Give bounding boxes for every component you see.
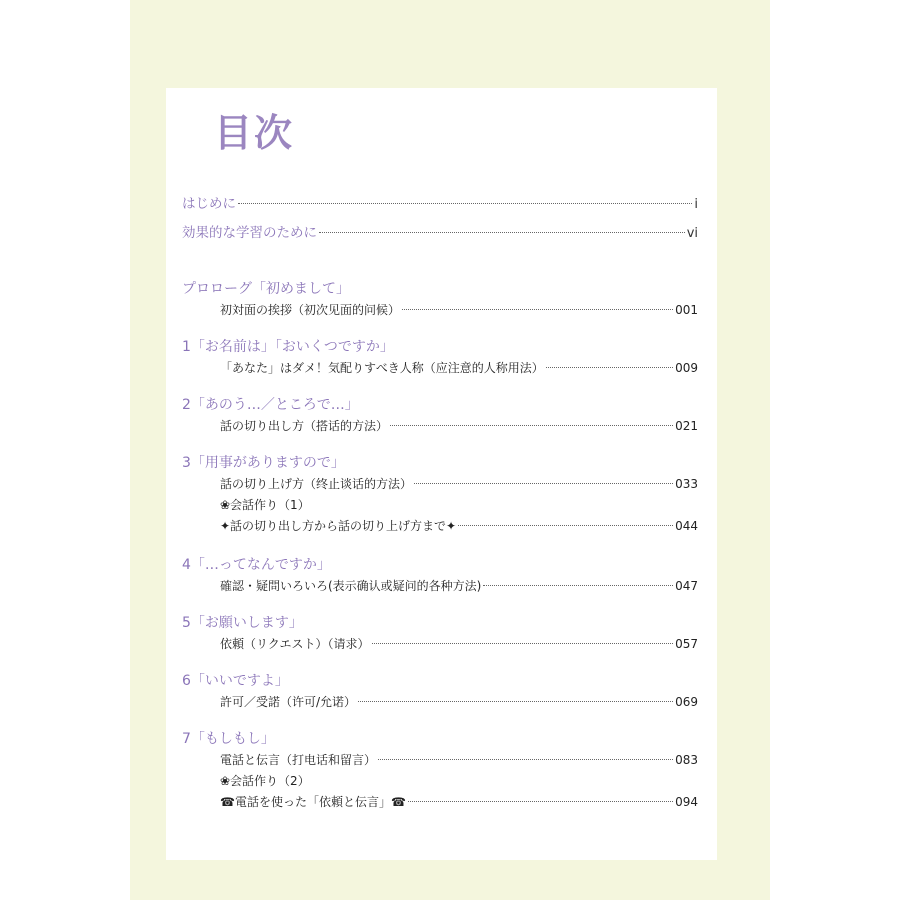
toc-page-number: vi (686, 226, 698, 241)
toc-entry[interactable] (220, 751, 698, 768)
chapter-heading[interactable]: 4「…ってなんですか」 (182, 557, 331, 573)
toc-label: 依頼（リクエスト）（请求） (220, 637, 370, 651)
toc-entry[interactable] (220, 772, 698, 789)
toc-entry[interactable] (220, 475, 698, 492)
dot-leader (414, 483, 673, 484)
toc-entry[interactable] (220, 693, 698, 710)
toc-intro-row[interactable] (182, 221, 698, 241)
toc-label: 効果的な学習のために (182, 225, 317, 241)
dot-leader (378, 759, 673, 760)
toc-label: ✦話の切り出し方から話の切り上げ方まで✦ (220, 519, 457, 533)
toc-entry[interactable] (220, 359, 698, 376)
dot-leader (358, 701, 673, 702)
toc-label: 「あなた」はダメ！気配りすべき人称（应注意的人称用法） (220, 361, 544, 375)
chapter-heading[interactable]: 3「用事がありますので」 (182, 455, 345, 471)
toc-label: 話の切り出し方（搭话的方法） (220, 419, 389, 433)
toc-page-number: 033 (675, 477, 698, 491)
chapter-heading[interactable]: 6「いいですよ」 (182, 673, 289, 689)
toc-page-number: 021 (675, 419, 698, 433)
dot-leader (458, 525, 673, 526)
chapter-heading[interactable]: 1「お名前は」「おいくつですか」 (182, 339, 394, 355)
dot-leader (402, 309, 673, 310)
chapter-heading[interactable]: 2「あのう…／ところで…」 (182, 397, 359, 413)
toc-page-number: 044 (675, 519, 698, 533)
chapter-heading[interactable]: 5「お願いします」 (182, 615, 303, 631)
toc-page-number: 069 (675, 695, 698, 709)
dot-leader (483, 585, 673, 586)
dot-leader (408, 801, 673, 802)
toc-label: 電話と伝言（打电话和留言） (220, 753, 377, 767)
toc-label: 話の切り上げ方（终止谈话的方法） (220, 477, 413, 491)
toc-page-number: 094 (675, 795, 698, 809)
toc-label: 確認・疑問いろいろ(表示确认或疑问的各种方法) (220, 579, 482, 593)
toc-label: ❀会話作り（2） (220, 774, 310, 788)
toc-label: ☎電話を使った「依頼と伝言」☎ (220, 795, 406, 809)
toc-entry[interactable] (220, 417, 698, 434)
dot-leader (546, 367, 673, 368)
dot-leader (372, 643, 674, 644)
toc-entry[interactable] (220, 517, 698, 534)
toc-label: 許可／受諾（许可/允诺） (220, 695, 357, 709)
toc-page-number: 001 (675, 303, 698, 317)
toc-page-number: 047 (675, 579, 698, 593)
toc-entry[interactable] (220, 793, 698, 810)
dot-leader (319, 232, 685, 233)
toc-entry[interactable] (220, 635, 698, 652)
dot-leader (238, 203, 692, 204)
toc-page-number: 083 (675, 753, 698, 767)
toc-entry[interactable] (220, 496, 698, 513)
toc-entry[interactable] (220, 301, 698, 318)
toc-page-number: 009 (675, 361, 698, 375)
dot-leader (390, 425, 673, 426)
chapter-heading[interactable]: プロローグ「初めまして」 (182, 281, 350, 297)
toc-label: ❀会話作り（1） (220, 498, 310, 512)
toc-entry[interactable] (220, 577, 698, 594)
toc-page-number: i (694, 197, 698, 212)
page-title: 目次 (214, 110, 295, 155)
toc-label: はじめに (182, 196, 236, 212)
chapter-heading[interactable]: 7「もしもし」 (182, 731, 275, 747)
toc-intro-row[interactable] (182, 192, 698, 212)
toc-page (166, 88, 717, 860)
toc-label: 初対面の挨拶（初次见面的问候） (220, 303, 401, 317)
toc-page-number: 057 (675, 637, 698, 651)
